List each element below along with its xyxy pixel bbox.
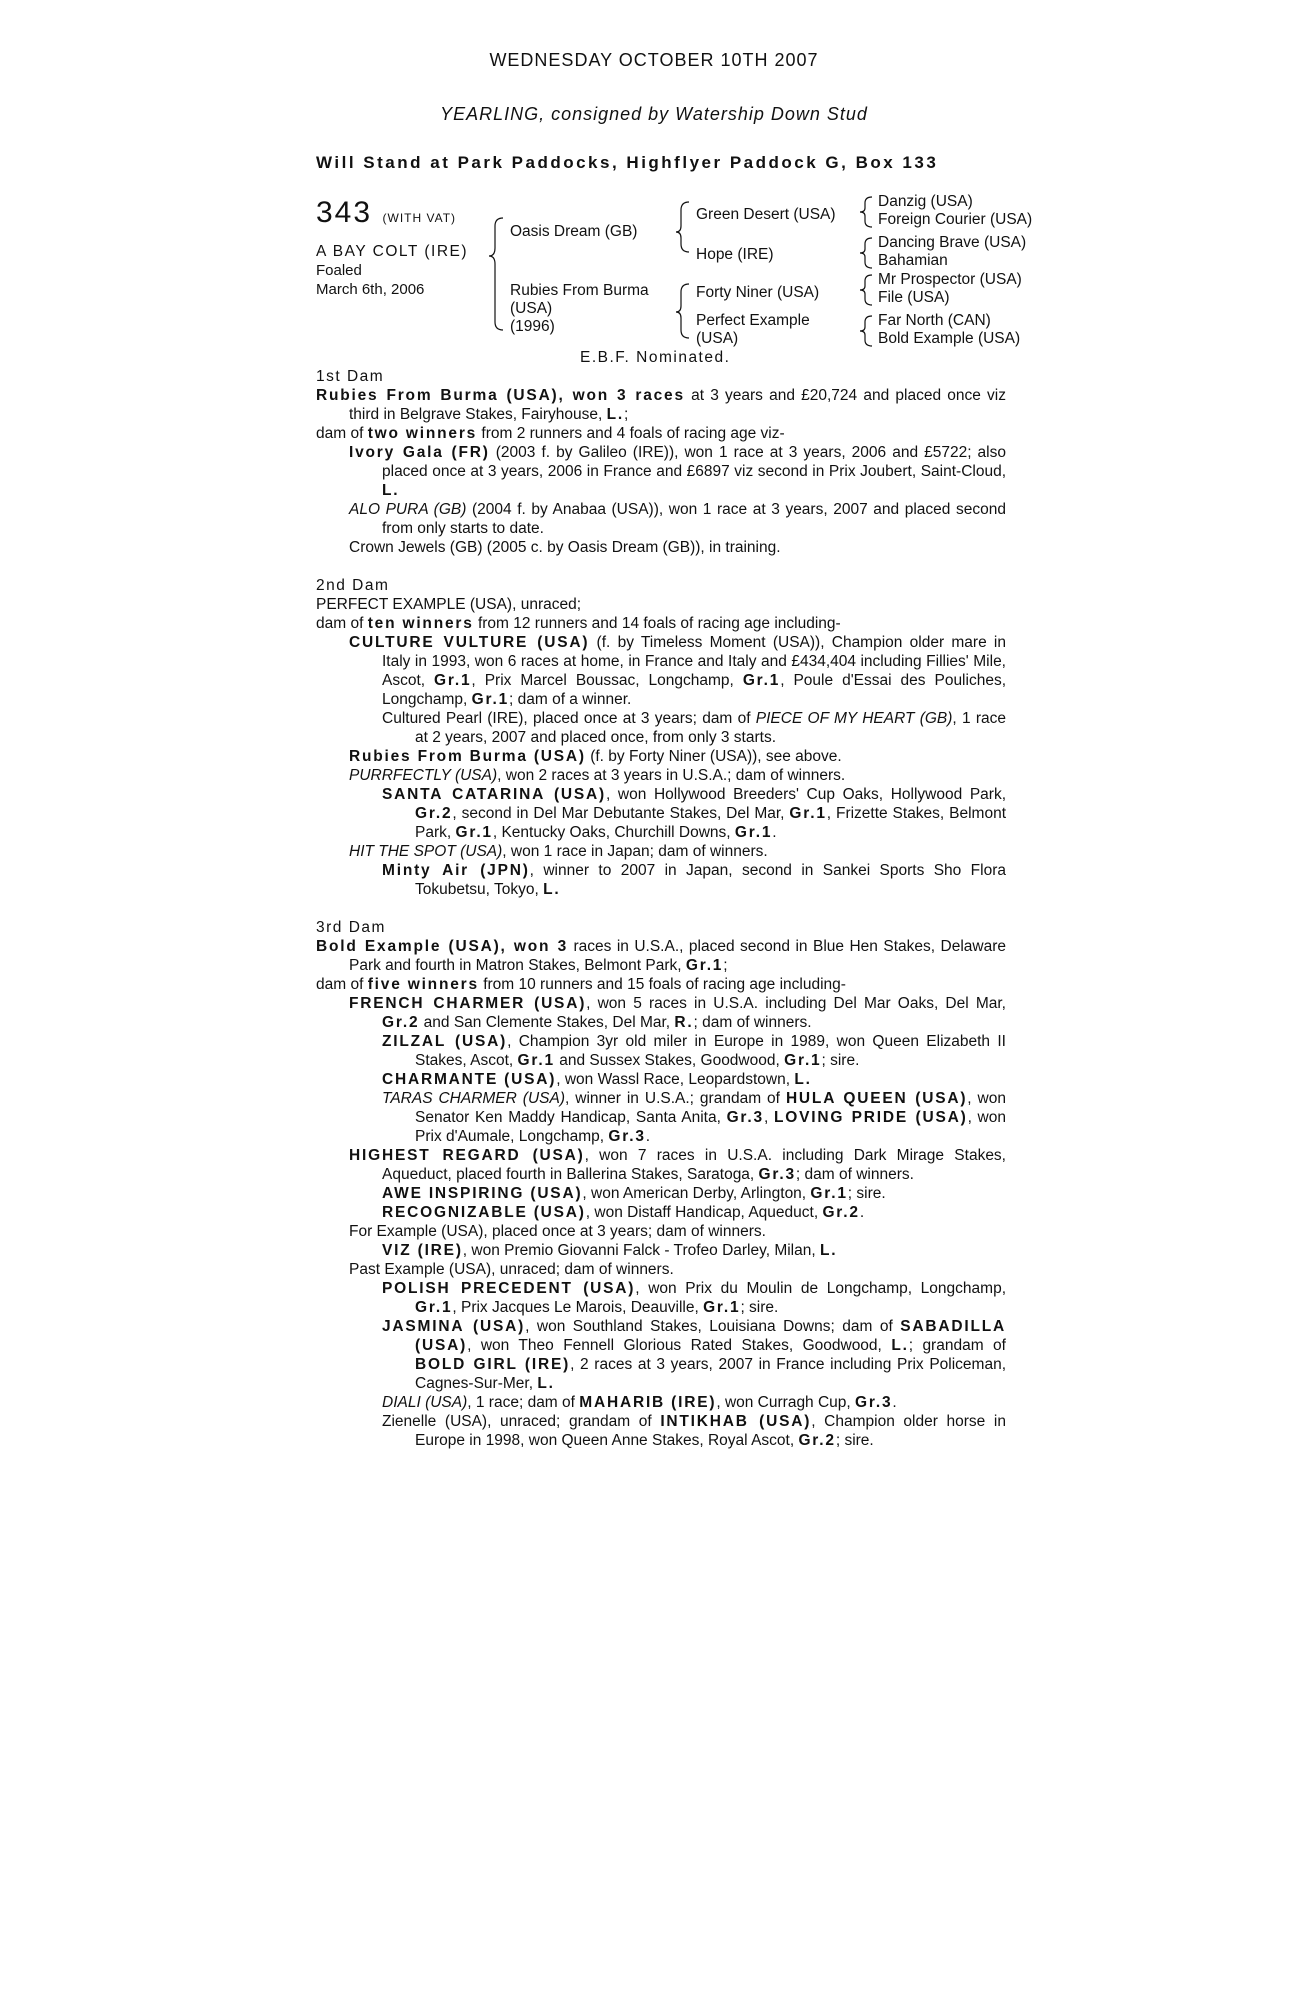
grade: Gr.2 [415, 805, 453, 822]
horse-text: . [645, 1128, 651, 1145]
horse-text: races in U.S.A., placed second in Blue Hen Stakes, Delaware Park and fourth in Matron Stakes, Belmont Park, [349, 938, 1006, 974]
brace-g3 [860, 275, 872, 305]
grade: Gr.2 [822, 1204, 860, 1221]
horse-text: ; sire. [835, 1432, 874, 1449]
pedigree-dam-year: (1996) [510, 318, 555, 335]
horse-name: ZILZAL (USA) [382, 1033, 508, 1050]
horse-text: , Kentucky Oaks, Churchill Downs, [492, 824, 735, 841]
produce-minty-air [316, 861, 1006, 899]
horse-text: , 1 race; dam of [467, 1394, 580, 1411]
horse-text: , won Hollywood Breeders' Cup Oaks, Hollywood Park, [606, 786, 1006, 803]
grade: Gr.1 [455, 824, 493, 841]
horse-text: , 1 race at 2 years, 2007 and placed once, from only 3 starts. [415, 710, 1006, 746]
brace-g2 [860, 238, 872, 268]
grade: Gr.3 [608, 1128, 646, 1145]
horse-text: , won Premio Giovanni Falck - Trofeo Darley, Milan, [462, 1242, 820, 1259]
horse-text: , winner in U.S.A.; grandam of [565, 1090, 786, 1107]
horse-text: ; grandam of [908, 1337, 1006, 1354]
pedigree-g3-7: Far North (CAN) [878, 312, 991, 329]
produce-text-c: from 2 runners and 4 foals of racing age viz- [477, 425, 785, 442]
produce-zienelle [316, 1412, 1006, 1450]
produce-text-a: dam of [316, 615, 368, 632]
horse-name: AWE INSPIRING (USA) [382, 1185, 583, 1202]
horse-text: , 2 races at 3 years, 2007 in France including Prix Policeman, Cagnes-Sur-Mer, [415, 1356, 1006, 1392]
foaled-label: Foaled [316, 262, 362, 279]
horse-text: , Frizette Stakes, Belmont Park, [415, 805, 1006, 841]
horse-name: Minty Air (JPN) [382, 862, 530, 879]
produce-polish-precedent [316, 1279, 1006, 1317]
second-dam-produce-line [316, 614, 1006, 633]
second-dam-heading: 2nd Dam [316, 577, 390, 594]
consignment-line: YEARLING, consigned by Watership Down Stud [440, 104, 868, 124]
horse-text: (2003 f. by Galileo (IRE)), won 1 race at 3 years, 2006 and £5722; also placed once at 3 years, 2006 in France and £6897 viz second in Prix Joubert, Saint-Cloud, [382, 444, 1006, 480]
pedigree-g3-1: Danzig (USA) [878, 193, 973, 210]
produce-hit-the-spot [316, 842, 1006, 861]
horse-text: Zienelle (USA), unraced; grandam of [382, 1413, 661, 1430]
brace-g1 [860, 197, 872, 227]
horse-name: LOVING PRIDE (USA) [773, 1109, 968, 1126]
horse-text: and San Clemente Stakes, Del Mar, [419, 1014, 675, 1031]
produce-rubies-from-burma [316, 747, 1006, 766]
grade: R. [674, 1014, 694, 1031]
horse-name: TARAS CHARMER (USA) [382, 1090, 565, 1107]
horse-text: , won Southland Stakes, Louisiana Downs; dam of [525, 1318, 901, 1335]
grade: Gr.2 [798, 1432, 836, 1449]
foaled-date: March 6th, 2006 [316, 281, 425, 298]
horse-text: and Sussex Stakes, Goodwood, [554, 1052, 785, 1069]
produce-winners: two winners [367, 425, 478, 442]
grade: L. [794, 1071, 812, 1088]
produce-recognizable [316, 1203, 1006, 1222]
pedigree-sire-sire: Green Desert (USA) [696, 206, 836, 223]
vat-note: (WITH VAT) [382, 211, 457, 225]
pedigree-g3-6: File (USA) [878, 289, 950, 306]
produce-alo-pura [316, 500, 1006, 538]
horse-name: INTIKHAB (USA) [660, 1413, 812, 1430]
first-dam-name: Rubies From Burma (USA), won 3 races [316, 387, 685, 404]
third-dam-heading: 3rd Dam [316, 919, 386, 936]
produce-jasmina [316, 1317, 1006, 1393]
horse-text: ; sire. [847, 1185, 886, 1202]
horse-text: , second in Del Mar Debutante Stakes, Del Mar, [452, 805, 790, 822]
first-dam-grade: L. [606, 406, 624, 423]
grade: Gr.1 [789, 805, 827, 822]
grade: Gr.1 [784, 1052, 822, 1069]
horse-text: , won Wassl Race, Leopardstown, [556, 1071, 795, 1088]
produce-winners: ten winners [367, 615, 474, 632]
horse-name: JASMINA (USA) [382, 1318, 526, 1335]
produce-crown-jewels: Crown Jewels (GB) (2005 c. by Oasis Dream (GB)), in training. [349, 539, 781, 556]
pedigree-g3-4: Bahamian [878, 252, 948, 269]
ebf-nominated: E.B.F. Nominated. [580, 349, 731, 366]
produce-culture-vulture [316, 633, 1006, 709]
pedigree-g3-8: Bold Example (USA) [878, 330, 1021, 347]
produce-winners: five winners [367, 976, 479, 993]
horse-name: ALO PURA (GB) [349, 501, 467, 518]
horse-text: , won Curragh Cup, [716, 1394, 856, 1411]
horse-name: PIECE OF MY HEART (GB) [755, 710, 953, 727]
pedigree-dam-dam: Perfect Example [696, 312, 810, 329]
horse-name: Rubies From Burma (USA) [349, 748, 586, 765]
horse-text: (2004 f. by Anabaa (USA)), won 1 race at 3 years, 2007 and placed second from only starts to date. [382, 501, 1006, 537]
produce-charmante [316, 1070, 1006, 1089]
pedigree-dam: Rubies From Burma [510, 282, 649, 299]
lot-number: 343 [316, 196, 373, 229]
horse-text: , Champion older horse in Europe in 1998, won Queen Anne Stakes, Royal Ascot, [415, 1413, 1006, 1449]
horse-text: , Champion 3yr old miler in Europe in 1989, won Queen Elizabeth II Stakes, Ascot, [415, 1033, 1006, 1069]
grade: Gr.1 [434, 672, 472, 689]
horse-text: ; sire. [821, 1052, 860, 1069]
pedigree-dam-origin: (USA) [510, 300, 553, 317]
horse-name: DIALI (USA) [382, 1394, 468, 1411]
horse-name: HIT THE SPOT (USA) [349, 843, 503, 860]
produce-text-a: dam of [316, 425, 368, 442]
horse-text: , Prix Marcel Boussac, Longchamp, [471, 672, 743, 689]
horse-text: , won American Derby, Arlington, [582, 1185, 811, 1202]
horse-text: ; sire. [740, 1299, 779, 1316]
horse-text: , [763, 1109, 774, 1126]
horse-text: , won Distaff Handicap, Aqueduct, [585, 1204, 823, 1221]
horse-name: SABADILLA (USA) [415, 1318, 1006, 1354]
horse-text: . [772, 824, 777, 841]
lot-description: A BAY COLT (IRE) [316, 243, 469, 260]
horse-text: , won Theo Fennell Glorious Rated Stakes, Goodwood, [467, 1337, 892, 1354]
pedigree-g3-2: Foreign Courier (USA) [878, 211, 1033, 228]
grade: Gr.2 [382, 1014, 420, 1031]
sale-date: WEDNESDAY OCTOBER 10TH 2007 [489, 50, 819, 70]
pedigree-dam-dam-origin: (USA) [696, 330, 739, 347]
grade: Gr.3 [855, 1394, 893, 1411]
horse-text: ; dam of winners. [693, 1014, 812, 1031]
produce-highest-regard [316, 1146, 1006, 1184]
first-dam-heading: 1st Dam [316, 368, 385, 385]
pedigree-sire-dam: Hope (IRE) [696, 246, 774, 263]
produce-text-c: from 10 runners and 15 foals of racing age including- [478, 976, 846, 993]
horse-text: . [859, 1204, 865, 1221]
first-dam-entry [316, 386, 1006, 424]
first-dam-text-3: ; [623, 406, 629, 423]
produce-text-c: from 12 runners and 14 foals of racing age including- [473, 615, 841, 632]
horse-text: , Prix Jacques Le Marois, Deauville, [452, 1299, 704, 1316]
brace-g4 [860, 316, 872, 346]
grade: L. [891, 1337, 909, 1354]
produce-purrfectly [316, 766, 1006, 785]
grade: Gr.1 [471, 691, 509, 708]
brace-main [489, 218, 503, 330]
produce-ivory-gala [316, 443, 1006, 500]
horse-text: , won 5 races in U.S.A. including Del Mar Oaks, Del Mar, [586, 995, 1006, 1012]
horse-name: FRENCH CHARMER (USA) [349, 995, 587, 1012]
horse-text: , won Prix d'Aumale, Longchamp, [415, 1109, 1006, 1145]
horse-name: HULA QUEEN (USA) [785, 1090, 968, 1107]
first-dam-text-2: viz third in Belgrave Stakes, Fairyhouse, [349, 387, 1006, 423]
second-dam-name-line: PERFECT EXAMPLE (USA), unraced; [316, 596, 582, 613]
pedigree-sire: Oasis Dream (GB) [510, 223, 638, 240]
grade: Gr.1 [742, 672, 781, 689]
horse-text: , won 1 race in Japan; dam of winners. [502, 843, 768, 860]
produce-diali [316, 1393, 1006, 1412]
produce-zilzal [316, 1032, 1006, 1070]
stand-location: Will Stand at Park Paddocks, Highflyer Paddock G, Box 133 [316, 153, 939, 172]
produce-past-example: Past Example (USA), unraced; dam of winners. [349, 1261, 674, 1278]
horse-name: MAHARIB (IRE) [579, 1394, 717, 1411]
produce-cultured-pearl [316, 709, 1006, 747]
horse-name: POLISH PRECEDENT (USA) [382, 1280, 636, 1297]
lot-number-block [316, 196, 456, 230]
third-dam-produce-line [316, 975, 1006, 994]
horse-text: , won Prix du Moulin de Longchamp, Longchamp, [635, 1280, 1006, 1297]
horse-name: BOLD GIRL (IRE) [415, 1356, 571, 1373]
grade: Gr.1 [517, 1052, 555, 1069]
pedigree-dam-sire: Forty Niner (USA) [696, 284, 820, 301]
horse-name: CULTURE VULTURE (USA) [349, 634, 590, 651]
horse-text: ; dam of winners. [795, 1166, 914, 1183]
grade: L. [537, 1375, 555, 1392]
produce-viz [316, 1241, 1006, 1260]
produce-french-charmer [316, 994, 1006, 1032]
horse-name: VIZ (IRE) [382, 1242, 463, 1259]
brace-dam [676, 284, 689, 338]
horse-text: , Poule d'Essai des Pouliches, Longchamp, [382, 672, 1006, 708]
produce-for-example: For Example (USA), placed once at 3 years; dam of winners. [349, 1223, 766, 1240]
grade: Gr.1 [810, 1185, 848, 1202]
horse-name: CHARMANTE (USA) [382, 1071, 557, 1088]
produce-text-a: dam of [316, 976, 368, 993]
horse-text: , winner to 2007 in Japan, second in Sankei Sports Sho Flora Tokubetsu, Tokyo, [415, 862, 1006, 898]
horse-text: . [892, 1394, 897, 1411]
horse-text: (f. by Timeless Moment (USA)), Champion older mare in Italy in 1993, won 6 races at home, in France and Italy and £434,404 including Fillies' Mile, Ascot, [382, 634, 1007, 689]
horse-text: (f. by Forty Niner (USA)), see above. [585, 748, 842, 765]
horse-name: HIGHEST REGARD (USA) [349, 1147, 585, 1164]
grade: Gr.1 [685, 957, 724, 974]
horse-name: Ivory Gala (FR) [349, 444, 490, 461]
produce-taras-charmer [316, 1089, 1006, 1146]
pedigree-g3-5: Mr Prospector (USA) [878, 271, 1022, 288]
horse-name: Bold Example (USA), won 3 [316, 938, 568, 955]
third-dam-entry [316, 937, 1006, 975]
horse-grade: L. [382, 482, 400, 499]
brace-sire [676, 202, 689, 252]
first-dam-produce-line [316, 424, 1006, 443]
grade: L. [819, 1242, 838, 1259]
horse-text: , won Senator Ken Maddy Handicap, Santa Anita, [415, 1090, 1006, 1126]
grade: Gr.1 [415, 1299, 453, 1316]
produce-awe-inspiring [316, 1184, 1006, 1203]
horse-text: Cultured Pearl (IRE), placed once at 3 years; dam of [382, 710, 756, 727]
catalogue-body [316, 367, 1006, 1450]
horse-text: , won 7 races in U.S.A. including Dark Mirage Stakes, Aqueduct, placed fourth in Ballerina Stakes, Saratoga, [382, 1147, 1006, 1183]
first-dam-text: at 3 years and £20,724 and placed once [684, 387, 981, 404]
horse-name: SANTA CATARINA (USA) [382, 786, 606, 803]
grade: Gr.1 [703, 1299, 741, 1316]
horse-name: RECOGNIZABLE (USA) [382, 1204, 586, 1221]
grade: Gr.3 [758, 1166, 796, 1183]
grade: L. [543, 881, 561, 898]
pedigree-g3-3: Dancing Brave (USA) [878, 234, 1027, 251]
horse-text: ; dam of a winner. [509, 691, 632, 708]
horse-name: PURRFECTLY (USA) [349, 767, 498, 784]
grade: Gr.1 [734, 824, 773, 841]
horse-text: , won 2 races at 3 years in U.S.A.; dam of winners. [497, 767, 846, 784]
produce-santa-catarina [316, 785, 1006, 842]
grade: Gr.3 [726, 1109, 764, 1126]
horse-text: ; [723, 957, 728, 974]
